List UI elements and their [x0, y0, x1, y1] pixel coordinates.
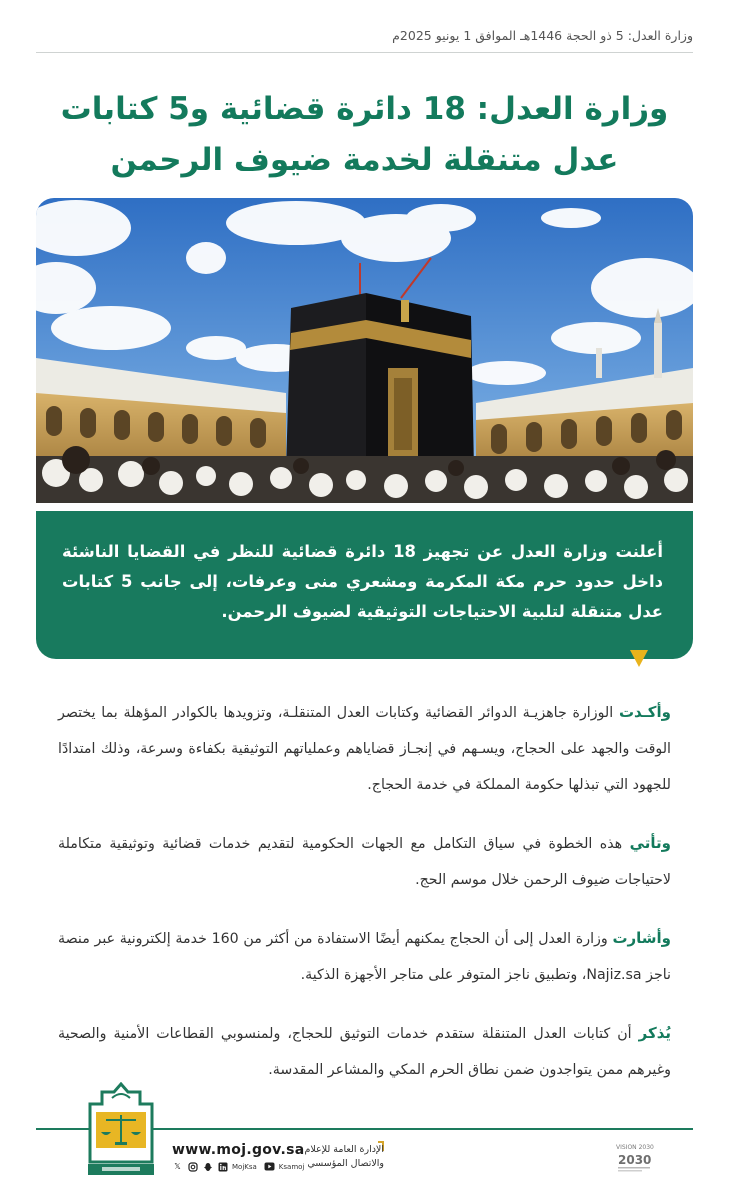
- paragraph-4-lead-word: يُذكر: [638, 1024, 671, 1042]
- paragraph-1-lead-word: وأكـدت: [618, 703, 671, 721]
- website-link[interactable]: www.moj.gov.sa: [172, 1142, 305, 1158]
- paragraph-2-lead-word: وتأتي: [629, 834, 671, 852]
- moj-emblem-icon: [82, 1082, 160, 1177]
- department-line-2: والاتصال المؤسسي: [307, 1158, 384, 1169]
- headline-line-2: عدل متنقلة لخدمة ضيوف الرحمن: [110, 142, 619, 178]
- top-divider: [36, 52, 693, 53]
- social-links: [172, 1161, 307, 1172]
- vision-2030-logo: [612, 1140, 660, 1174]
- social-handle-1: MojKsa: [232, 1162, 257, 1171]
- snapchat-icon[interactable]: [202, 1161, 213, 1172]
- paragraph-4: [58, 1015, 671, 1088]
- paragraph-3-lead-word: وأشارت: [612, 929, 671, 947]
- youtube-icon[interactable]: [264, 1161, 275, 1172]
- lead-summary-box: [36, 511, 693, 659]
- svg-text:2030: 2030: [618, 1153, 652, 1167]
- paragraph-1: [58, 694, 671, 803]
- instagram-icon[interactable]: [187, 1161, 198, 1172]
- linkedin-icon[interactable]: [217, 1161, 228, 1172]
- department-line-1: الإدارة العامة للإعلام: [304, 1144, 384, 1155]
- pointer-triangle-icon: [630, 650, 648, 667]
- paragraph-1-text: الوزارة جاهزيـة الدوائر القضائية وكتابات العدل المتنقلـة، وتزويدها بالكوادر المؤهلة بما يختصر الوقت والجهد على الحجاج، ويسـهم في إنجـاز قضاياهم وعملياتهم التوثيقية بكفاءة وسرعة، وذلك امتدادًا للجهود التي تبذلها حكومة المملكة في خدمة الحجاج.: [58, 705, 671, 793]
- headline: [36, 84, 693, 186]
- headline-line-1: وزارة العدل: 18 دائرة قضائية و5 كتابات: [60, 91, 669, 127]
- vision-label: VISION 2030: [616, 1144, 654, 1151]
- x-icon[interactable]: 𝕏: [174, 1162, 181, 1171]
- kaaba-photo: [36, 198, 693, 503]
- article-body: [58, 694, 671, 1110]
- dateline: وزارة العدل: 5 ذو الحجة 1446هـ الموافق 1 يونيو 2025م: [392, 28, 693, 43]
- paragraph-3-text: وزارة العدل إلى أن الحجاج يمكنهم أيضًا الاستفادة من أكثر من 160 خدمة إلكترونية عبر منصة ناجز Najiz.sa، وتطبيق ناجز المتوفر على متاجر الأجهزة الذكية.: [58, 931, 671, 983]
- paragraph-3: [58, 920, 671, 993]
- paragraph-2: [58, 825, 671, 898]
- lead-summary-text: أعلنت وزارة العدل عن تجهيز 18 دائرة قضائية للنظر في القضايا الناشئة داخل حدود حرم مكة المكرمة ومشعري منى وعرفات، إلى جانب 5 كتابات عدل متنقلة لتلبية الاحتياجات التوثيقية لضيوف الرحمن.: [62, 542, 663, 621]
- paragraph-4-text: أن كتابات العدل المتنقلة ستقدم خدمات التوثيق للحجاج، ولمنسوبي القطاعات الأمنية والصحية وغيرهم ممن يتواجدون ضمن نطاق الحرم المكي والمشاعر المقدسة.: [58, 1026, 671, 1078]
- social-handle-2: Ksamoj: [278, 1162, 305, 1171]
- department-name: [304, 1143, 384, 1171]
- paragraph-2-text: هذه الخطوة في سياق التكامل مع الجهات الحكومية لتقديم خدمات قضائية وتوثيقية متكاملة لاحتياجات ضيوف الرحمن خلال موسم الحج.: [58, 836, 671, 888]
